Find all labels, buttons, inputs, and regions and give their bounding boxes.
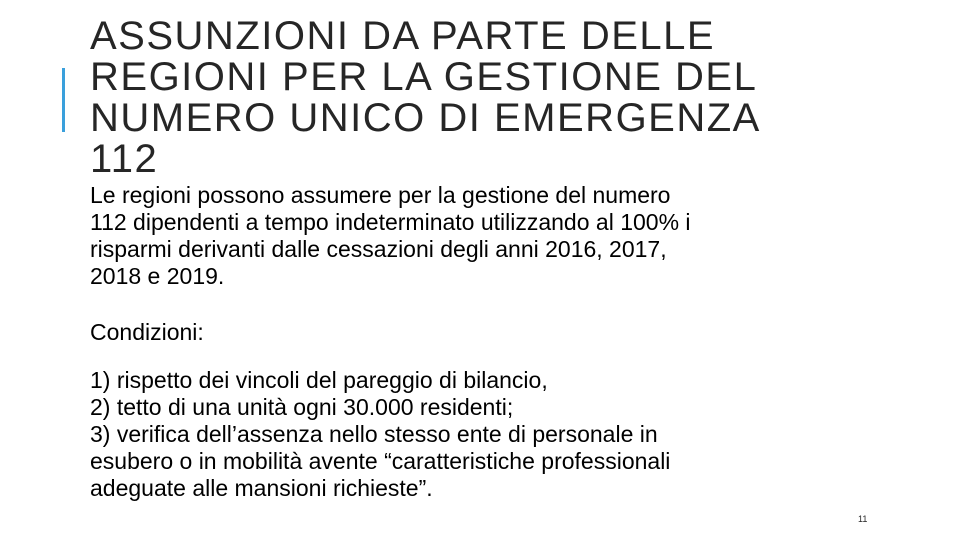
conditions-heading — [90, 319, 850, 346]
condition-line: 1) rispetto dei vincoli del pareggio di bilancio, — [90, 367, 548, 393]
title-accent-bar — [62, 68, 65, 132]
slide-title — [90, 16, 850, 180]
conditions-list — [90, 367, 850, 502]
title-line: REGIONI PER LA GESTIONE DEL — [90, 55, 758, 99]
title-line: ASSUNZIONI DA PARTE DELLE — [90, 14, 716, 58]
intro-line: 2018 e 2019. — [90, 263, 225, 289]
intro-line: Le regioni possono assumere per la gestione del numero — [90, 182, 671, 208]
intro-paragraph — [90, 182, 850, 290]
condition-line: esubero o in mobilità avente “caratteristiche professionali — [90, 448, 671, 474]
title-line: 112 — [90, 137, 159, 181]
conditions-label: Condizioni: — [90, 319, 204, 345]
intro-line: risparmi derivanti dalle cessazioni degli anni 2016, 2017, — [90, 236, 667, 262]
intro-line: 112 dipendenti a tempo indeterminato utilizzando al 100% i — [90, 209, 691, 235]
slide-number: 11 — [858, 514, 868, 524]
condition-line: 3) verifica dell’assenza nello stesso ente di personale in — [90, 421, 658, 447]
title-line: NUMERO UNICO DI EMERGENZA — [90, 96, 761, 140]
condition-line: adeguate alle mansioni richieste”. — [90, 475, 433, 501]
condition-line: 2) tetto di una unità ogni 30.000 residenti; — [90, 394, 514, 420]
